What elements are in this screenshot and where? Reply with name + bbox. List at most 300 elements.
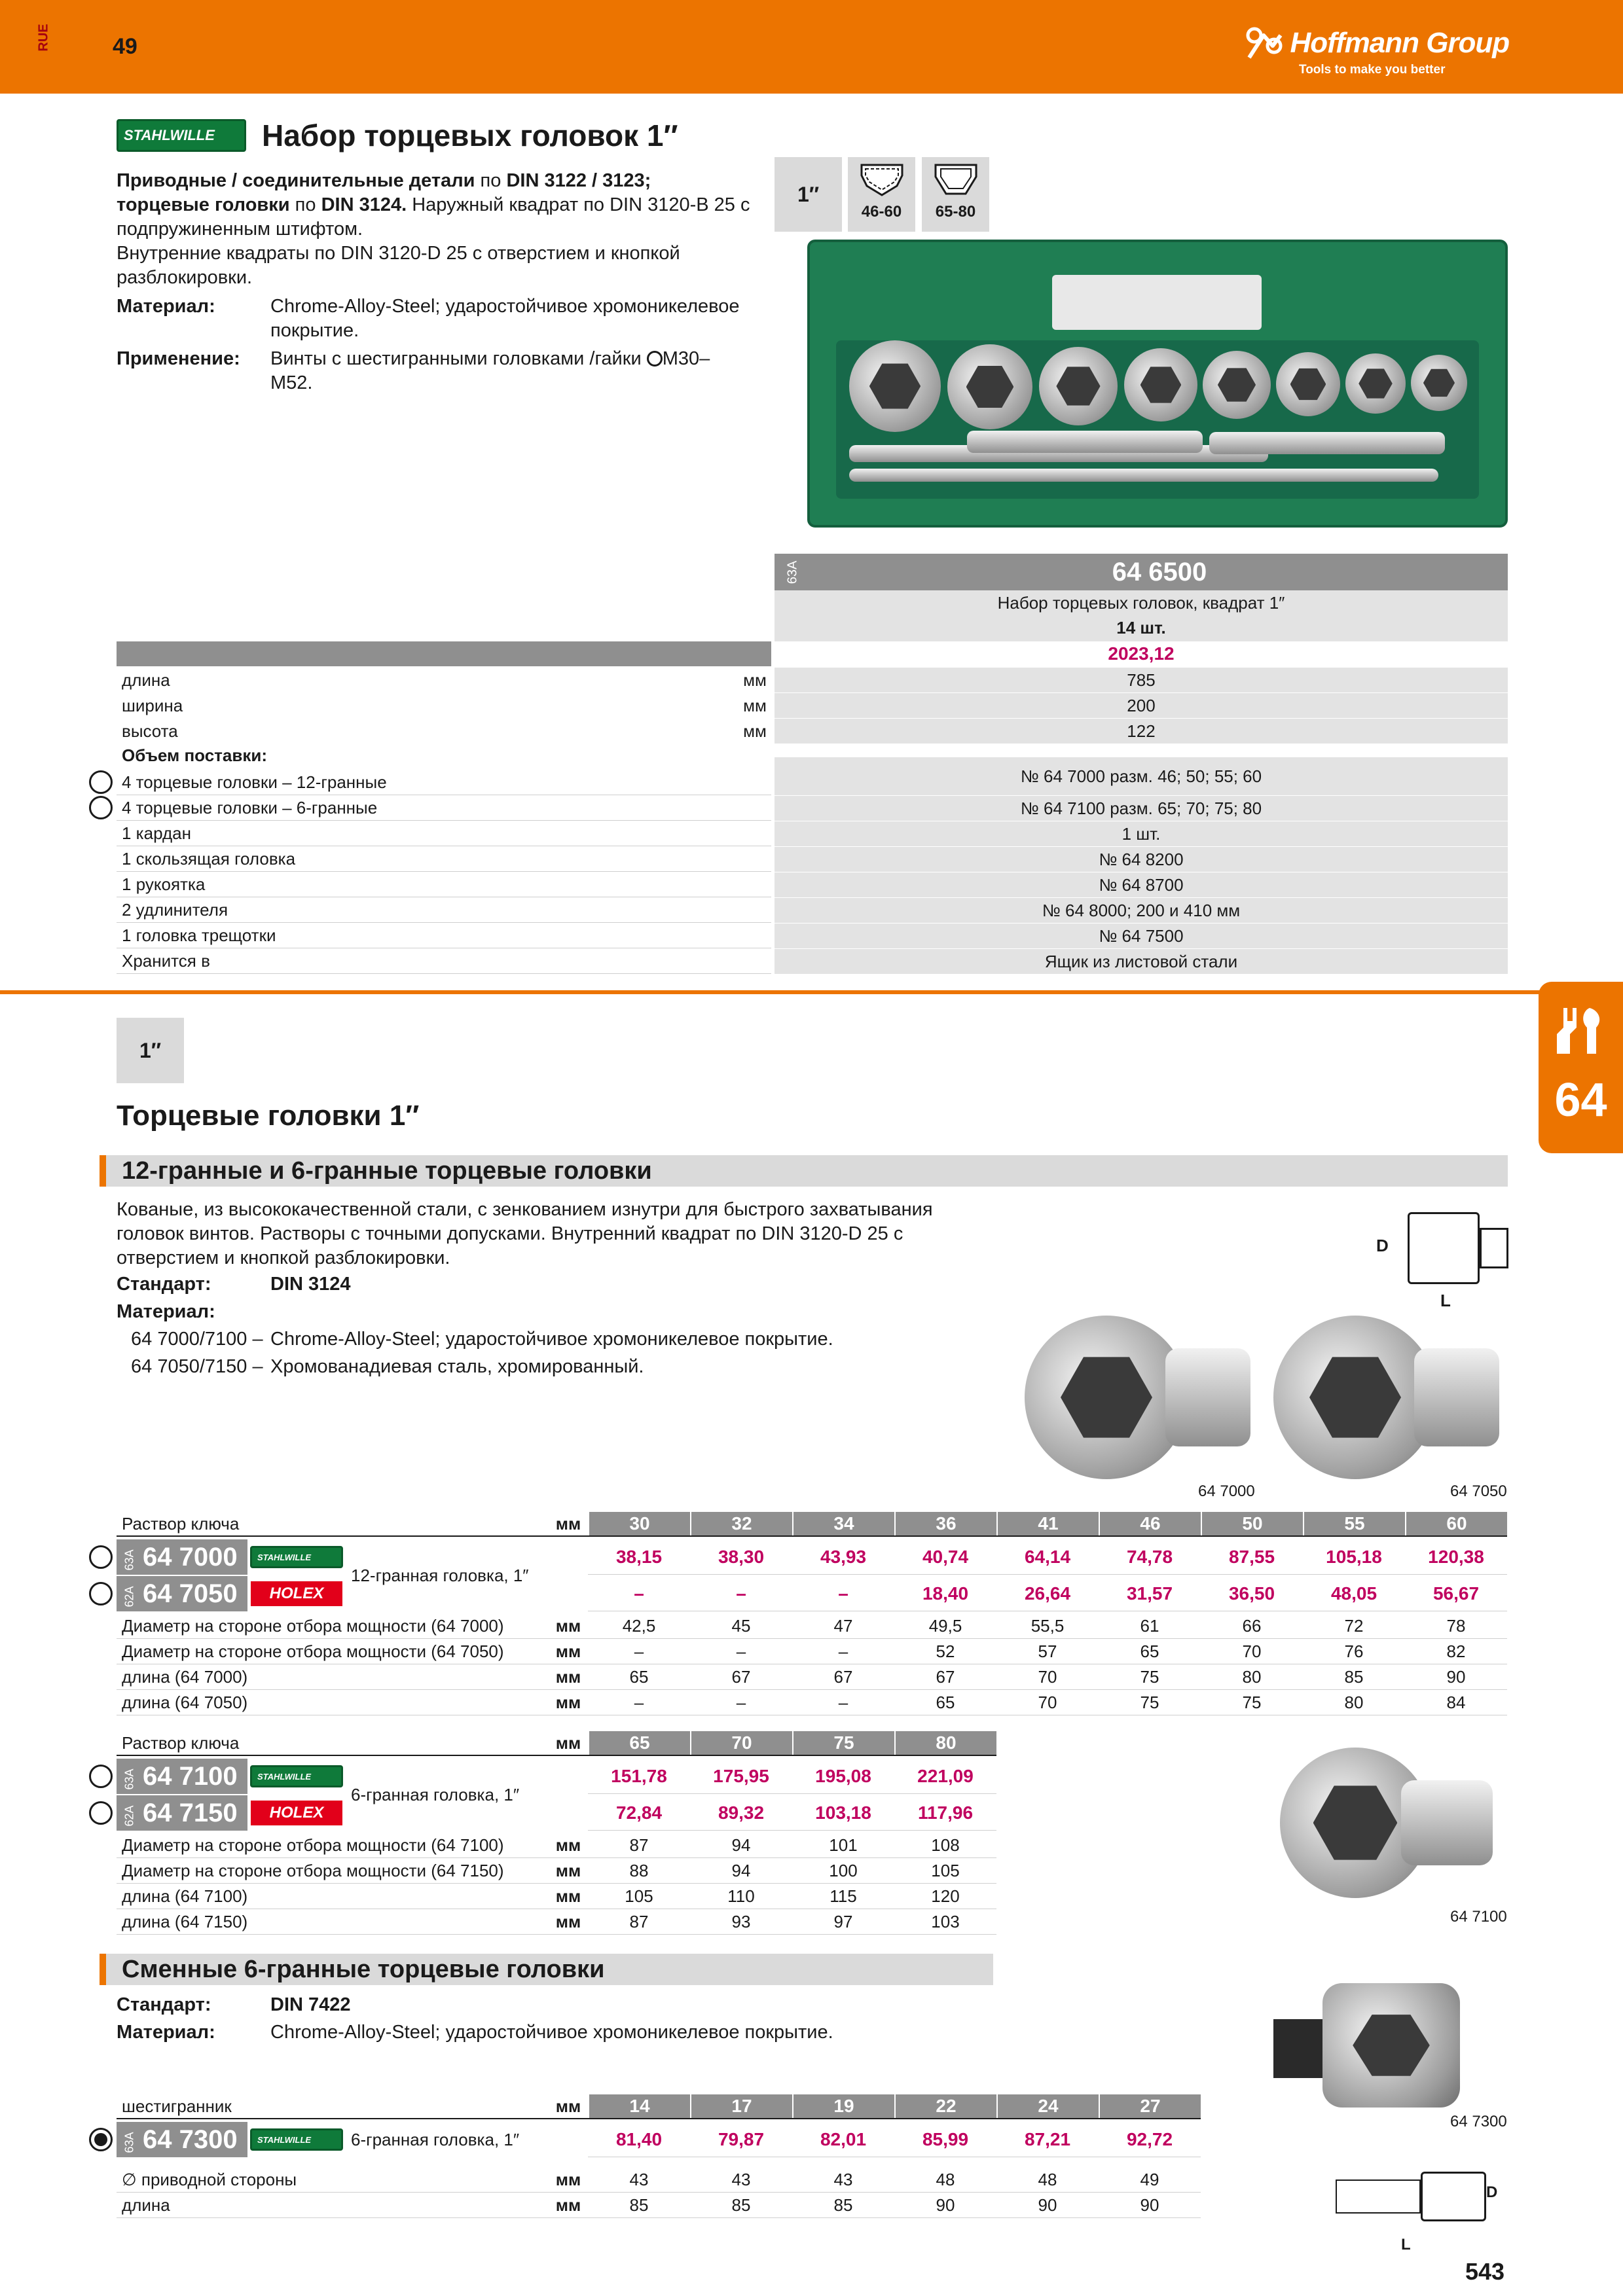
availability-marker <box>89 796 113 819</box>
price-cell[interactable]: 43,93 <box>792 1539 894 1575</box>
price-cell[interactable]: 26,64 <box>996 1576 1099 1611</box>
article-description: 12-гранная головка, 1″ <box>351 1566 529 1585</box>
brand-tagline: Tools to make you better <box>1299 63 1446 77</box>
page-number-top: 49 <box>113 34 137 59</box>
availability-marker <box>89 1545 113 1569</box>
size-header-cell: 50 <box>1202 1512 1303 1535</box>
price-cell[interactable]: 18,40 <box>894 1576 996 1611</box>
socket-image <box>1411 355 1467 411</box>
set-material-value: Chrome-Alloy-Steel; ударостойчивое хромоникелевое покрытие. <box>270 296 740 341</box>
spec-value: 65 <box>1099 1640 1201 1664</box>
scope-label: Объем поставки: <box>122 745 268 765</box>
group-code: 63A <box>122 2131 136 2153</box>
spec-unit: мм <box>549 1910 588 1935</box>
scope-item: 1 головка трещотки <box>117 924 771 948</box>
price-cell[interactable]: 87,55 <box>1201 1539 1303 1575</box>
article-code-block <box>117 1539 247 1575</box>
spec-value: 85 <box>1303 1665 1405 1690</box>
spec-label: длина (64 7100) <box>117 1884 549 1909</box>
availability-marker <box>89 1765 113 1788</box>
availability-marker <box>89 770 113 794</box>
spec-value: 48 <box>996 2168 1099 2193</box>
scope-row <box>117 847 1508 872</box>
spec-label: Диаметр на стороне отбора мощности (64 7100) <box>117 1833 549 1858</box>
scope-value: № 64 8200 <box>775 847 1508 872</box>
size-header-cell: 46 <box>1100 1512 1201 1535</box>
size-header-row <box>117 2094 1201 2119</box>
spec-value: 75 <box>1099 1691 1201 1715</box>
brand-logo-cell <box>247 1576 346 1611</box>
drive-size-badge: 1″ <box>775 157 842 232</box>
spec-value: 43 <box>588 2168 690 2193</box>
set-material-label: Материал: <box>117 296 215 317</box>
spec-value: 55,5 <box>996 1614 1099 1639</box>
scope-value: № 64 7500 <box>775 924 1508 948</box>
stahlwille-logo: STAHLWILLE <box>250 1546 343 1568</box>
spec-label: ширина <box>122 695 183 715</box>
caption-647100: 64 7100 <box>1450 1908 1507 1926</box>
hex-material-value: Chrome-Alloy-Steel; ударостойчивое хромоникелевое покрытие. <box>270 2022 833 2043</box>
spec-row <box>117 1859 996 1884</box>
spec-value: 45 <box>690 1614 792 1639</box>
stahlwille-logo: STAHLWILLE <box>250 1765 343 1787</box>
socket-drive-photo <box>1165 1348 1250 1446</box>
spec-row <box>117 1691 1507 1715</box>
size-header-cell: 32 <box>691 1512 792 1535</box>
spec-value: 785 <box>775 668 1508 692</box>
price-cell[interactable]: 31,57 <box>1099 1576 1201 1611</box>
size-header-cell: 27 <box>1100 2094 1201 2118</box>
spec-value: 87 <box>588 1833 690 1858</box>
price-cell[interactable]: 56,67 <box>1405 1576 1507 1611</box>
spec-unit: мм <box>549 1833 588 1858</box>
socket-12pt-photo <box>1273 1316 1437 1479</box>
spec-unit: мм <box>549 1691 588 1715</box>
scope-value: Ящик из листовой стали <box>775 949 1508 974</box>
set-spec-row <box>117 719 1508 744</box>
scope-item: Хранится в <box>117 949 771 974</box>
spec-value: 200 <box>775 693 1508 718</box>
spec-value: 105 <box>894 1859 996 1884</box>
spec-unit: мм <box>549 2168 588 2193</box>
group-code: 63A <box>122 1549 136 1570</box>
spec-value: 82 <box>1405 1640 1507 1664</box>
section-marker <box>100 1954 106 1985</box>
availability-marker <box>89 1801 113 1825</box>
spec-row <box>117 1884 996 1909</box>
spec-unit: мм <box>549 1640 588 1664</box>
article-description: 6-гранная головка, 1″ <box>351 2129 520 2149</box>
socket-image <box>1203 351 1271 419</box>
socket-drive-photo <box>1414 1348 1499 1446</box>
socket-image <box>1276 352 1340 416</box>
socket-image <box>1345 353 1406 414</box>
standard-value: DIN 3124 <box>270 1274 351 1295</box>
spec-unit: мм <box>743 721 767 741</box>
spec-value: 101 <box>792 1833 894 1858</box>
size-header-unit: мм <box>555 2096 581 2116</box>
size-header-cell: 19 <box>793 2094 894 2118</box>
header-bar <box>0 0 1623 94</box>
article-code-block <box>117 1795 247 1831</box>
article-number[interactable]: 64 7100 <box>143 1761 238 1791</box>
set-article-header <box>775 554 1508 590</box>
article-row[interactable] <box>117 1795 996 1831</box>
spec-value: 75 <box>1201 1691 1303 1715</box>
chapter-tab[interactable] <box>1539 982 1623 1153</box>
spec-value: 42,5 <box>588 1614 690 1639</box>
nut-icon <box>647 351 663 367</box>
spec-label: длина <box>122 670 170 690</box>
spec-unit: мм <box>743 695 767 715</box>
spec-label: длина (64 7050) <box>117 1691 549 1715</box>
price-cell[interactable]: 120,38 <box>1405 1539 1507 1575</box>
scope-item: 4 торцевые головки – 6-гранные <box>117 796 771 821</box>
size-header-cell: 60 <box>1406 1512 1507 1535</box>
ratchet-image <box>1209 432 1445 454</box>
extension-bar-image <box>967 431 1203 453</box>
availability-marker <box>89 2128 113 2151</box>
group-code: 62A <box>122 1585 136 1607</box>
scope-value: № 64 7100 разм. 65; 70; 75; 80 <box>775 796 1508 821</box>
spec-value: 65 <box>588 1665 690 1690</box>
spec-value: 94 <box>690 1859 792 1884</box>
spec-row <box>117 1910 996 1935</box>
price-cell[interactable]: 81,40 <box>588 2122 690 2157</box>
spec-value: 85 <box>588 2193 690 2218</box>
spec-row <box>117 1833 996 1858</box>
section-marker <box>100 1155 106 1187</box>
brand-logo-cell <box>247 2122 346 2157</box>
spec-value: 70 <box>996 1691 1099 1715</box>
spec-value: 57 <box>996 1640 1099 1664</box>
tools-icon <box>1550 1001 1609 1060</box>
set-article-name: Набор торцевых головок, квадрат 1″ 14 шт. <box>775 590 1508 641</box>
scope-row <box>117 924 1508 948</box>
size-header-cell: 36 <box>896 1512 996 1535</box>
price-cell[interactable]: 82,01 <box>792 2122 894 2157</box>
spec-value: 66 <box>1201 1614 1303 1639</box>
spec-label: Диаметр на стороне отбора мощности (64 7000) <box>117 1614 549 1639</box>
article-row[interactable] <box>117 1576 1507 1611</box>
hex-standard-value: DIN 7422 <box>270 1994 351 2015</box>
spec-value: – <box>792 1640 894 1664</box>
spec-row <box>117 1665 1507 1690</box>
spec-value: 52 <box>894 1640 996 1664</box>
size-header-cell: 80 <box>896 1731 996 1755</box>
hex-material-label: Материал: <box>117 2022 215 2043</box>
article-code-block <box>117 1576 247 1611</box>
spec-value: 48 <box>894 2168 996 2193</box>
price-cell[interactable]: 92,72 <box>1099 2122 1201 2157</box>
spec-unit: мм <box>549 1665 588 1690</box>
spec-value: 90 <box>894 2193 996 2218</box>
spec-value: 115 <box>792 1884 894 1909</box>
spec-value: 90 <box>1099 2193 1201 2218</box>
spec-value: 105 <box>588 1884 690 1909</box>
price-cell[interactable]: 38,15 <box>588 1539 690 1575</box>
article-number[interactable]: 64 7000 <box>143 1542 238 1571</box>
price-cell[interactable]: 40,74 <box>894 1539 996 1575</box>
spec-row <box>117 2168 1201 2193</box>
spec-value: 97 <box>792 1910 894 1935</box>
size-header-cell: 24 <box>998 2094 1099 2118</box>
spec-value: 70 <box>996 1665 1099 1690</box>
group-code: 62A <box>122 1804 136 1826</box>
spec-row <box>117 1640 1507 1664</box>
scope-item: 1 рукоятка <box>117 872 771 897</box>
spec-value: 76 <box>1303 1640 1405 1664</box>
article-number[interactable]: 64 7300 <box>143 2125 238 2154</box>
size-header-cell: 55 <box>1304 1512 1405 1535</box>
spec-unit: мм <box>549 2193 588 2218</box>
price-cell[interactable]: 48,05 <box>1303 1576 1405 1611</box>
twelve-point-icon <box>859 162 905 199</box>
material-label: Материал: <box>117 1301 215 1322</box>
spec-value: 110 <box>690 1884 792 1909</box>
article-code-block <box>117 1759 247 1794</box>
price-cell[interactable]: – <box>588 1576 690 1611</box>
set-application-value: Винты с шестигранными головками /гайки M30– M52. <box>270 348 710 393</box>
caption-647000: 64 7000 <box>1198 1482 1255 1500</box>
socket-image <box>1124 348 1197 422</box>
price-cell[interactable]: 105,18 <box>1303 1539 1405 1575</box>
spec-value: 72 <box>1303 1614 1405 1639</box>
group-code: 63A <box>785 560 800 584</box>
hexagon-icon <box>933 162 979 199</box>
handle-image <box>849 469 1438 482</box>
spec-unit: мм <box>743 670 767 690</box>
price-cell[interactable]: 72,84 <box>588 1795 690 1831</box>
spec-value: 67 <box>690 1665 792 1690</box>
spec-value: 65 <box>894 1691 996 1715</box>
socket-set-case-image <box>807 240 1508 528</box>
holex-logo: HOLEX <box>251 1801 342 1825</box>
case-label-plate <box>1052 275 1262 330</box>
price-cell[interactable]: 87,21 <box>996 2122 1099 2157</box>
spec-value: 120 <box>894 1884 996 1909</box>
set-article-number: 64 6500 <box>1112 557 1207 586</box>
spec-value: 100 <box>792 1859 894 1884</box>
article-row[interactable] <box>117 2122 1201 2157</box>
article-number[interactable]: 64 7050 <box>143 1579 238 1608</box>
group-code: 63A <box>122 1768 136 1789</box>
page-number: 543 <box>1465 2258 1505 2285</box>
price-cell[interactable]: 79,87 <box>690 2122 792 2157</box>
sockets-title: Торцевые головки 1″ <box>117 1100 420 1132</box>
caption-647050: 64 7050 <box>1450 1482 1507 1500</box>
scope-row <box>117 796 1508 821</box>
scope-row <box>117 757 1508 795</box>
chapter-number: 64 <box>1554 1074 1607 1126</box>
spec-value: 80 <box>1201 1665 1303 1690</box>
spec-value: 78 <box>1405 1614 1507 1639</box>
stahlwille-logo: STAHLWILLE <box>117 119 246 152</box>
spec-value: 80 <box>1303 1691 1405 1715</box>
size-header-label: Раствор ключа <box>122 1732 240 1753</box>
spec-label: длина <box>117 2193 549 2218</box>
standard-label: Стандарт: <box>117 1274 211 1295</box>
article-number[interactable]: 64 7150 <box>143 1798 238 1827</box>
caption-647300: 64 7300 <box>1450 2113 1507 2130</box>
sockets-description: Кованые, из высококачественной стали, с зенкованием изнутри для быстрого захватывания головок винтов. Растворы с точными допусками. Внутренний квадрат по DIN 3120-D 25 с отверстием и кнопкой разблокировки. <box>117 1199 933 1268</box>
price-cell[interactable]: 151,78 <box>588 1759 690 1794</box>
spec-value: 47 <box>792 1614 894 1639</box>
hex-socket-photo <box>1322 1983 1460 2108</box>
size-header-cell: 17 <box>691 2094 792 2118</box>
article-description: 6-гранная головка, 1″ <box>351 1785 520 1804</box>
set-title: Набор торцевых головок 1″ <box>262 118 678 152</box>
article-row[interactable] <box>117 1759 996 1794</box>
availability-marker <box>89 1582 113 1605</box>
scope-value: 1 шт. <box>775 821 1508 846</box>
scope-row <box>117 898 1508 923</box>
article-row[interactable] <box>117 1539 1507 1575</box>
socket-12pt-photo <box>1025 1316 1188 1479</box>
spec-label: длина (64 7150) <box>117 1910 549 1935</box>
section-divider <box>0 990 1623 994</box>
price-cell[interactable]: 175,95 <box>690 1759 792 1794</box>
spec-label: ∅ приводной стороны <box>117 2168 549 2193</box>
socket-image <box>1039 347 1118 425</box>
size-header-cell: 30 <box>589 1512 690 1535</box>
spec-value: 87 <box>588 1910 690 1935</box>
set-table-header-left <box>117 641 771 666</box>
spec-value: 122 <box>775 719 1508 744</box>
spec-value: 108 <box>894 1833 996 1858</box>
set-application-label: Применение: <box>117 348 240 369</box>
scope-item: 1 кардан <box>117 821 771 846</box>
scope-row <box>117 872 1508 897</box>
spec-value: 43 <box>792 2168 894 2193</box>
size-header-row <box>117 1512 1507 1537</box>
spec-row <box>117 2193 1201 2218</box>
socket-drive-photo <box>1401 1780 1493 1865</box>
spec-value: 67 <box>894 1665 996 1690</box>
spec-value: 103 <box>894 1910 996 1935</box>
price-cell[interactable]: 64,14 <box>996 1539 1099 1575</box>
brand-logo[interactable] <box>1244 26 1510 77</box>
set-spec-row <box>117 693 1508 718</box>
region-code: RUE <box>36 24 51 52</box>
spec-value: – <box>792 1691 894 1715</box>
spec-value: 43 <box>690 2168 792 2193</box>
brand-logo-cell <box>247 1759 346 1794</box>
size-header-cell: 75 <box>793 1731 894 1755</box>
material-value-2: Хромованадиевая сталь, хромированный. <box>270 1356 644 1377</box>
price-cell[interactable]: 221,09 <box>894 1759 996 1794</box>
size-header-cell: 34 <box>793 1512 894 1535</box>
price-cell[interactable]: – <box>792 1576 894 1611</box>
drive-size-badge-2: 1″ <box>117 1018 184 1083</box>
brand-logo-cell <box>247 1539 346 1575</box>
socket-image <box>947 344 1032 429</box>
size-header-label: шестигранник <box>122 2096 232 2116</box>
set-description: Приводные / соединительные детали по DIN 3122 / 3123; торцевые головки по DIN 3124. Наружный квадрат по DIN 3120-B 25 с подпружиненным штифтом. Внутренние квадраты по DIN 3120-D 25 с отверстием и кнопкой разблокировки. <box>117 170 750 288</box>
price-cell[interactable]: 117,96 <box>894 1795 996 1831</box>
profile-6-box: 65-80 <box>922 157 989 232</box>
price-cell[interactable]: – <box>690 1576 792 1611</box>
case-tray <box>836 340 1479 499</box>
section-12-6-header: 12-гранные и 6-гранные торцевые головки <box>100 1155 1508 1187</box>
spec-value: 94 <box>690 1833 792 1858</box>
spec-unit: мм <box>549 1884 588 1909</box>
scope-row <box>117 949 1508 974</box>
spec-value: – <box>588 1691 690 1715</box>
material-code-1: 64 7000/7100 – <box>131 1329 263 1350</box>
size-header-cell: 70 <box>691 1731 792 1755</box>
spec-value: 88 <box>588 1859 690 1884</box>
size-header-cell: 41 <box>998 1512 1099 1535</box>
size-header-row <box>117 1731 996 1756</box>
spec-value: 90 <box>1405 1665 1507 1690</box>
spec-value: – <box>690 1640 792 1664</box>
brand-logo-cell <box>247 1795 346 1831</box>
hex-standard-label: Стандарт: <box>117 1994 211 2015</box>
spec-value: – <box>588 1640 690 1664</box>
scope-value: № 64 8700 <box>775 872 1508 897</box>
set-spec-row <box>117 668 1508 692</box>
price-cell[interactable]: 195,08 <box>792 1759 894 1794</box>
brand-name: Hoffmann Group <box>1290 27 1510 59</box>
stahlwille-logo: STAHLWILLE <box>250 2128 343 2151</box>
section-hex-header: Сменные 6-гранные торцевые головки <box>100 1954 993 1985</box>
spec-value: 49 <box>1099 2168 1201 2193</box>
scope-value: № 64 7000 разм. 46; 50; 55; 60 <box>775 757 1508 795</box>
spec-unit: мм <box>549 1614 588 1639</box>
spec-value: 93 <box>690 1910 792 1935</box>
profile-12-box: 46-60 <box>848 157 915 232</box>
spec-row <box>117 1614 1507 1639</box>
set-price: 2023,12 <box>1108 643 1175 664</box>
spec-value: 75 <box>1099 1665 1201 1690</box>
spec-value: 49,5 <box>894 1614 996 1639</box>
spec-value: 70 <box>1201 1640 1303 1664</box>
size-header-unit: мм <box>555 1513 581 1534</box>
size-header-cell: 22 <box>896 2094 996 2118</box>
price-cell[interactable]: 85,99 <box>894 2122 996 2157</box>
holex-logo: HOLEX <box>251 1581 342 1606</box>
scope-item: 4 торцевые головки – 12-гранные <box>117 770 771 795</box>
scope-item: 2 удлинителя <box>117 898 771 923</box>
price-cell[interactable]: 36,50 <box>1201 1576 1303 1611</box>
spec-label: длина (64 7000) <box>117 1665 549 1690</box>
spec-label: высота <box>122 721 178 741</box>
spec-value: – <box>690 1691 792 1715</box>
price-cell[interactable]: 103,18 <box>792 1795 894 1831</box>
spec-value: 90 <box>996 2193 1099 2218</box>
size-header-cell: 65 <box>589 1731 690 1755</box>
socket-image <box>849 340 941 432</box>
size-header-cell: 14 <box>589 2094 690 2118</box>
price-cell[interactable]: 38,30 <box>690 1539 792 1575</box>
price-cell[interactable]: 89,32 <box>690 1795 792 1831</box>
spec-label: Диаметр на стороне отбора мощности (64 7050) <box>117 1640 549 1664</box>
hoffmann-logo-icon <box>1244 26 1287 60</box>
spec-value: 85 <box>792 2193 894 2218</box>
scope-item: 1 скользящая головка <box>117 847 771 872</box>
spec-value: 85 <box>690 2193 792 2218</box>
material-value-1: Chrome-Alloy-Steel; ударостойчивое хромоникелевое покрытие. <box>270 1329 833 1350</box>
spec-label: Диаметр на стороне отбора мощности (64 7150) <box>117 1859 549 1884</box>
spec-value: 67 <box>792 1665 894 1690</box>
price-cell[interactable]: 74,78 <box>1099 1539 1201 1575</box>
spec-unit: мм <box>549 1859 588 1884</box>
scope-row <box>117 821 1508 846</box>
spec-value: 84 <box>1405 1691 1507 1715</box>
material-code-2: 64 7050/7150 – <box>131 1356 263 1377</box>
article-code-block <box>117 2122 247 2157</box>
